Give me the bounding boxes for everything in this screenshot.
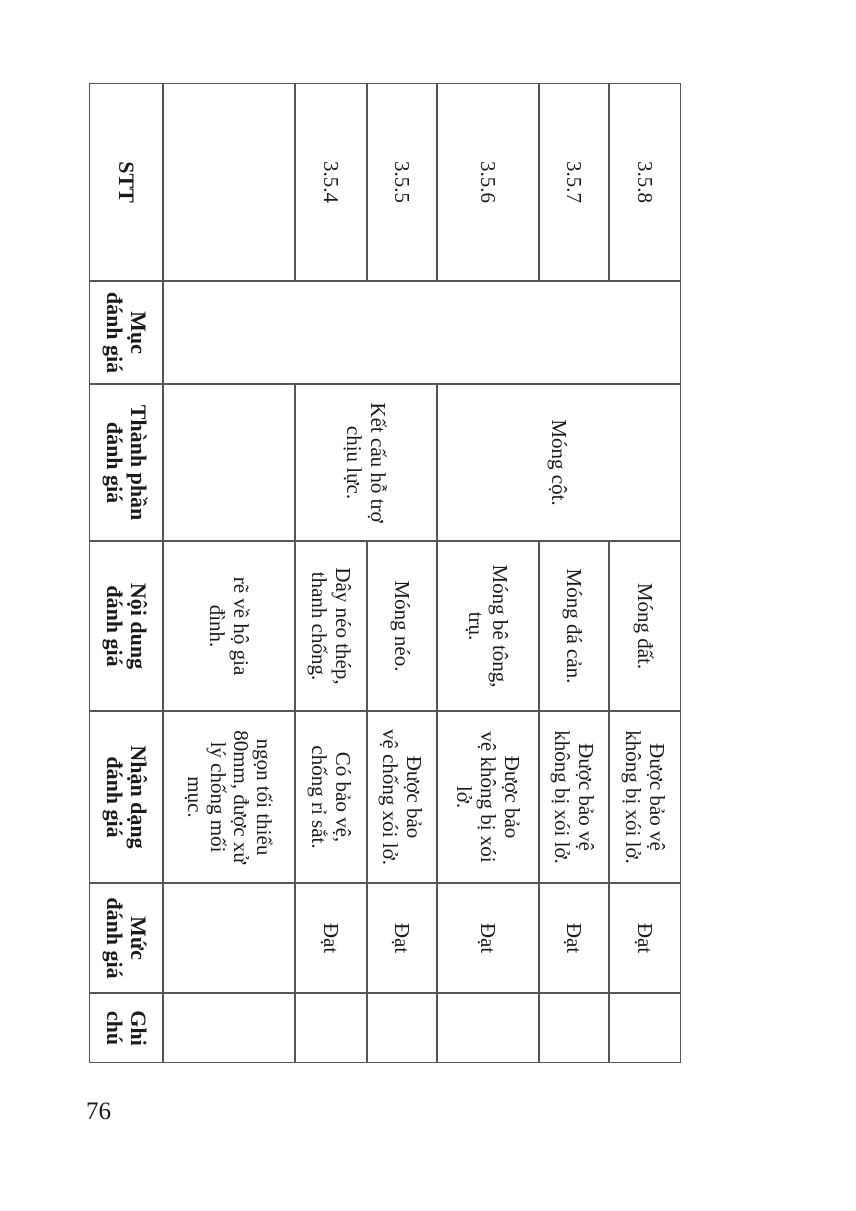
cont-thanh-phan: [163, 384, 295, 541]
header-stt: STT: [89, 83, 163, 281]
cont-noi-dung: rẽ về hộ gia đình.: [163, 541, 295, 711]
group-ket-cau: Kết cấu hỗ trợ chịu lực.: [295, 384, 437, 541]
row-3-5-4-muc-do: Đạt: [295, 883, 367, 993]
row-3-5-8-nhan-dang: Được bảo vệ không bị xói lở.: [609, 711, 681, 883]
header-muc-danh-gia: Mục đánh giá: [89, 281, 163, 384]
header-muc-do: Mức đánh giá: [89, 883, 163, 993]
row-3-5-4-ghi-chu: [295, 993, 367, 1063]
row-3-5-5-ghi-chu: [367, 993, 437, 1063]
row-3-5-8-ghi-chu: [609, 993, 681, 1063]
row-3-5-7-nhan-dang: Được bảo vệ không bị xói lở.: [539, 711, 609, 883]
row-3-5-5-stt: 3.5.5: [367, 83, 437, 281]
row-3-5-8-muc-do: Đạt: [609, 883, 681, 993]
cont-ghi-chu: [163, 993, 295, 1063]
row-3-5-6-muc-do: Đạt: [437, 883, 539, 993]
cont-nhan-dang: ngọn tối thiểu 80mm, được xử lý chống mối mục.: [163, 711, 295, 883]
row-3-5-6-nhan-dang: Được bảo vệ không bị xói lở.: [437, 711, 539, 883]
rotated-table: [89, 83, 681, 1063]
row-3-5-7-stt: 3.5.7: [539, 83, 609, 281]
row-3-5-7-muc-do: Đạt: [539, 883, 609, 993]
row-3-5-4-stt: 3.5.4: [295, 83, 367, 281]
row-3-5-5-nhan-dang: Được bảo vệ chống xói lở.: [367, 711, 437, 883]
row-3-5-4-nhan-dang: Có bảo vệ, chống rỉ sắt.: [295, 711, 367, 883]
row-3-5-8-stt: 3.5.8: [609, 83, 681, 281]
row-3-5-6-stt: 3.5.6: [437, 83, 539, 281]
cont-stt: [163, 83, 295, 281]
header-nhan-dang: Nhận dạng đánh giá: [89, 711, 163, 883]
group-mong-cot: Móng cột.: [437, 384, 681, 541]
header-thanh-phan: Thành phần đánh giá: [89, 384, 163, 541]
row-3-5-7-noi-dung: Móng đá cản.: [539, 541, 609, 711]
row-3-5-8-noi-dung: Móng đất.: [609, 541, 681, 711]
header-noi-dung: Nội dung đánh giá: [89, 541, 163, 711]
cont-muc-danh-gia: [163, 281, 681, 384]
row-3-5-6-ghi-chu: [437, 993, 539, 1063]
row-3-5-4-noi-dung: Dây néo thép, thanh chống.: [295, 541, 367, 711]
row-3-5-5-muc-do: Đạt: [367, 883, 437, 993]
row-3-5-5-noi-dung: Móng néo.: [367, 541, 437, 711]
cont-muc-do: [163, 883, 295, 993]
row-3-5-7-ghi-chu: [539, 993, 609, 1063]
row-3-5-6-noi-dung: Móng bê tông, trụ.: [437, 541, 539, 711]
page-number: 76: [86, 1098, 111, 1125]
header-ghi-chu: Ghi chú: [89, 993, 163, 1063]
